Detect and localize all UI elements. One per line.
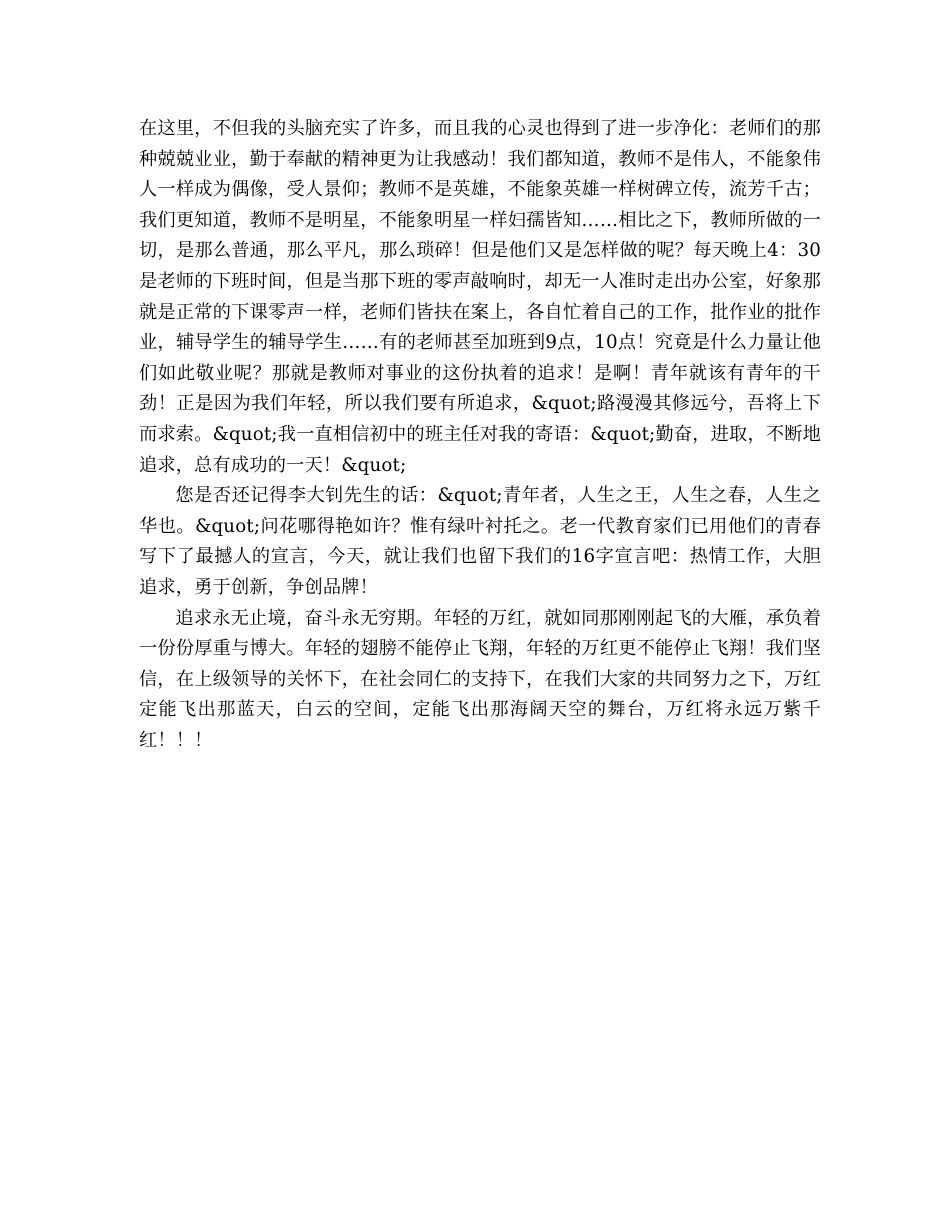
paragraph-2: 您是否还记得李大钊先生的话：&quot;青年者，人生之王，人生之春，人生之华也。&quot;问花哪得艳如许？惟有绿叶衬托之。老一代教育家们已用他们的青春写下了最撼人的宣言，今天，就让我们也留下我们的16字宣言吧：热情工作，大胆追求，勇于创新，争创品牌！ bbox=[139, 485, 821, 598]
paragraph-3: 追求永无止境，奋斗永无穷期。年轻的万红，就如同那刚刚起飞的大雁，承负着一份份厚重与博大。年轻的翅膀不能停止飞翔，年轻的万红更不能停止飞翔！我们坚信，在上级领导的关怀下，在社会同仁的支持下，在我们大家的共同努力之下，万红定能飞出那蓝天，白云的空间，定能飞出那海阔天空的舞台，万红将永远万紫千红！！！ bbox=[139, 607, 821, 751]
document-body bbox=[139, 114, 821, 756]
paragraph-1: 在这里，不但我的头脑充实了许多，而且我的心灵也得到了进一步净化：老师们的那种兢兢业业，勤于奉献的精神更为让我感动！我们都知道，教师不是伟人，不能象伟人一样成为偶像，受人景仰；教师不是英雄，不能象英雄一样树碑立传，流芳千古；我们更知道，教师不是明星，不能象明星一样妇孺皆知……相比之下，教师所做的一切，是那么普通，那么平凡，那么琐碎！但是他们又是怎样做的呢？每天晚上4：30是老师的下班时间，但是当那下班的零声敲响时，却无一人准时走出办公室，好象那就是正常的下课零声一样，老师们皆扶在案上，各自忙着自己的工作，批作业的批作业，辅导学生的辅导学生……有的老师甚至加班到9点，10点！究竟是什么力量让他们如此敬业呢？那就是教师对事业的这份执着的追求！是啊！青年就该有青年的干劲！正是因为我们年轻，所以我们要有所追求，&quot;路漫漫其修远兮，吾将上下而求索。&quot;我一直相信初中的班主任对我的寄语：&quot;勤奋，进取，不断地追求，总有成功的一天！&quot; bbox=[139, 118, 821, 476]
